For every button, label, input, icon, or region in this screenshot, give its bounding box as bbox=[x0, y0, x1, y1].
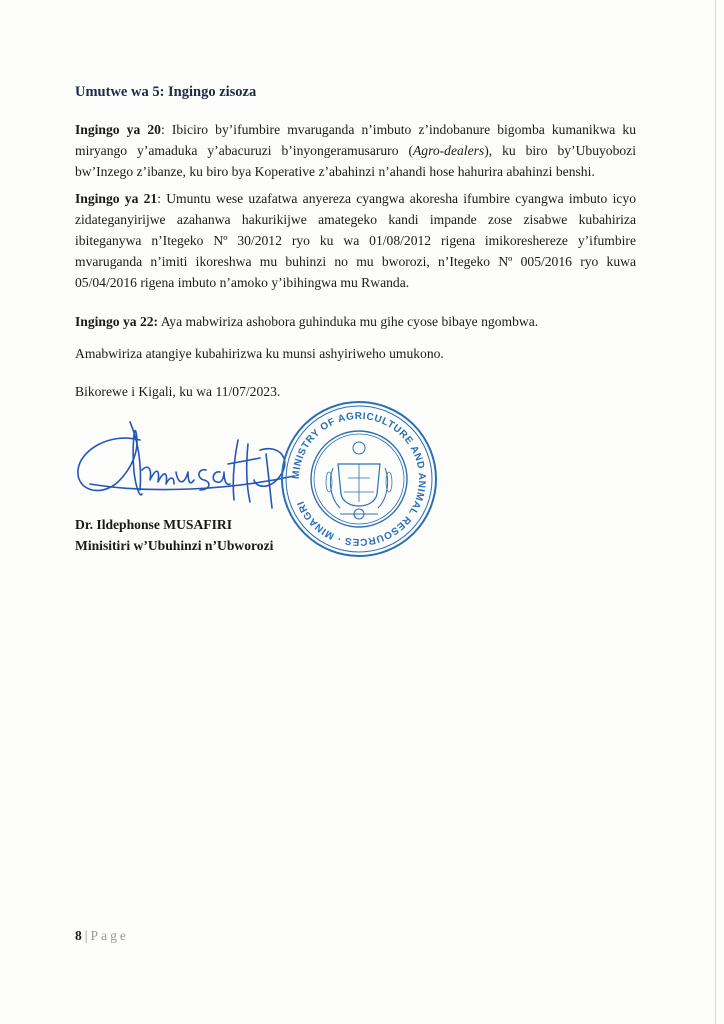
article-21 bbox=[75, 188, 636, 293]
handwritten-signature bbox=[70, 410, 300, 520]
article-22-label: Ingingo ya 22: bbox=[75, 314, 159, 329]
chapter-heading: Umutwe wa 5: Ingingo zisoza bbox=[75, 84, 257, 100]
ministry-seal bbox=[278, 398, 440, 560]
article-22-text: Aya mabwiriza ashobora guhinduka mu gihe cyose bibaye ngombwa. bbox=[158, 314, 539, 329]
place-date: Bikorewe i Kigali, ku wa 11/07/2023. bbox=[75, 384, 281, 399]
signatory-block bbox=[75, 514, 273, 556]
article-20-label: Ingingo ya 20 bbox=[75, 122, 161, 137]
footer-separator: | bbox=[84, 928, 88, 943]
article-20 bbox=[75, 119, 636, 182]
article-20-text-before: : Ibiciro by’ifumbire mvaruganda n’imbuto z’indobanure bigomba kumanikwa ku miryango y’amaduka y’abacuruzi b’inyongeramusaruro ( bbox=[75, 122, 636, 158]
article-20-italic: Agro-dealers bbox=[412, 143, 485, 158]
article-20-text-after: ), ku biro by’Ubuyobozi bw’Inzego z’ibanze, ku biro bya Koperative z’abahinzi n’ahandi hose hahurira abahinzi benshi. bbox=[75, 143, 636, 179]
page-number: 8 bbox=[75, 928, 82, 943]
article-22 bbox=[75, 311, 636, 332]
seal-text: MINISTRY OF AGRICULTURE AND ANIMAL RESOURCES · MINAGRI bbox=[290, 410, 428, 548]
scan-edge-line bbox=[715, 0, 716, 1024]
article-21-label: Ingingo ya 21 bbox=[75, 191, 158, 206]
signatory-title: Minisitiri w’Ubuhinzi n’Ubworozi bbox=[75, 538, 274, 553]
page-footer bbox=[75, 928, 129, 944]
signatory-name: Dr. Ildephonse MUSAFIRI bbox=[75, 517, 232, 532]
page-word: Page bbox=[90, 928, 129, 943]
article-21-text: : Umuntu wese uzafatwa anyereza cyangwa akoresha ifumbire cyangwa imbuto icyo zidateganyirijwe azahanwa hakurikijwe amategeko kandi impande zose zisabwe kubahiriza ibiteganywa n’Itegeko Nº 30/2012 ryo ku wa 01/08/2012 rigena imikoreshereze y’ifumbire mvaruganda n’imiti ikoreshwa mu buhinzi no mu bworozi, n’Itegeko Nº 005/2016 ryo kuwa 05/04/2016 rigena imbuto n’amoko y’ibihingwa mu Rwanda. bbox=[75, 191, 636, 290]
effective-statement: Amabwiriza atangiye kubahirizwa ku munsi ashyiriweho umukono. bbox=[75, 346, 444, 361]
